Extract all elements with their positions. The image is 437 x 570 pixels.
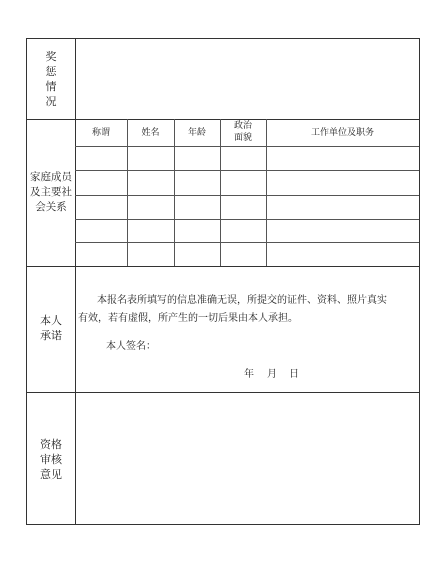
- family-grid-col-line: [266, 119, 267, 266]
- label-column-divider: [75, 39, 76, 524]
- family-grid-col-line: [174, 119, 175, 266]
- header-title: 称谓: [91, 128, 110, 138]
- pledge-text-line2: 有效，若有虚假，所产生的一切后果由本人承担。: [78, 313, 298, 324]
- family-grid-col-line: [127, 119, 128, 266]
- signature-label: 本人签名：: [106, 341, 156, 352]
- date-month: 月: [267, 369, 277, 380]
- pledge-text-line1: 本报名表所填写的信息准确无误，所提交的证件、资料、照片真实: [97, 295, 387, 306]
- divider-pledge-review: [27, 392, 419, 393]
- pledge-label: 本人 承诺: [40, 314, 62, 342]
- header-name: 姓名: [141, 128, 160, 138]
- awards-label: 奖 惩 情 况: [45, 50, 57, 108]
- date-year: 年: [244, 369, 254, 380]
- divider-family-pledge: [27, 266, 419, 267]
- review-label: 资格 审核 意见: [40, 438, 62, 481]
- header-political: 政治 面貌: [233, 121, 252, 143]
- header-age: 年龄: [187, 128, 206, 138]
- date-day: 日: [289, 369, 299, 380]
- registration-form-table: [26, 38, 420, 525]
- family-label: 家庭成员 及主要社 会关系: [30, 171, 72, 213]
- header-work: 工作单位及职务: [310, 128, 374, 138]
